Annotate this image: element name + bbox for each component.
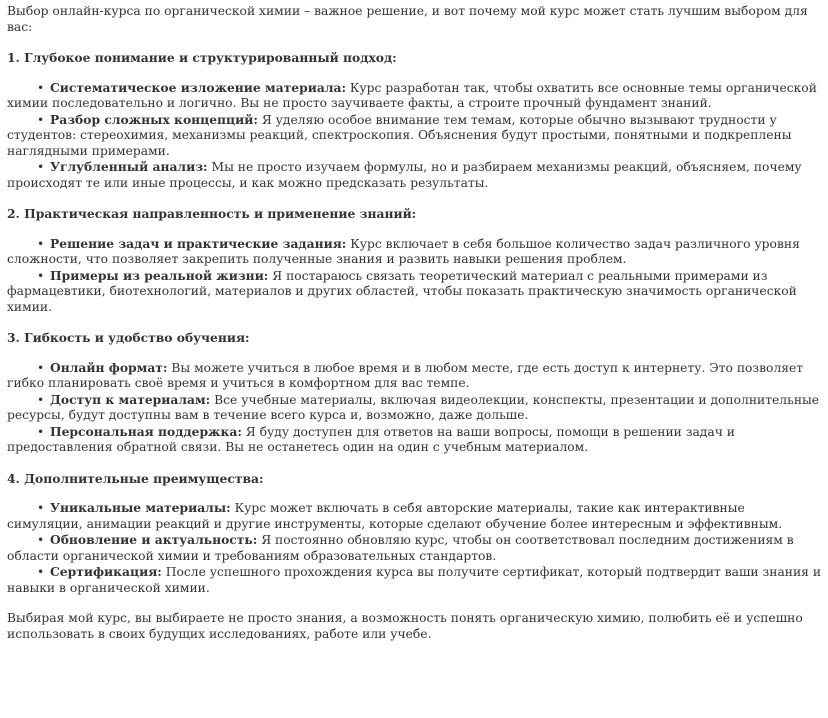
list-item — [7, 564, 822, 596]
bullet-icon: • — [37, 360, 45, 375]
item-text: После успешного прохождения курса вы получите сертификат, который подтвердит ваши знания и навыки в органической химии. — [7, 565, 822, 595]
item-title: Персональная поддержка: — [50, 423, 242, 439]
list-item — [7, 236, 822, 268]
item-text: Курс включает в себя большое количество задач различного уровня сложности, что позволяет закрепить полученные знания и развить навыки решения проблем. — [7, 236, 800, 266]
item-title: Разбор сложных концепций: — [50, 111, 258, 127]
bullet-icon: • — [37, 160, 45, 174]
list-item — [7, 532, 822, 564]
bullet-list — [7, 360, 822, 456]
bullet-icon: • — [37, 565, 45, 579]
item-title: Уникальные материалы: — [50, 500, 231, 515]
item-text: Вы можете учиться в любое время и в любом месте, где есть доступ к интернету. Это позволяет гибко планировать своё время и учиться в комфортном для вас темпе. — [7, 360, 804, 390]
bullet-list — [7, 80, 822, 192]
item-text: Курс может включать в себя авторские материалы, такие как интерактивные симуляции, анимации реакций и другие инструменты, которые сделают обучение более интересным и эффективным. — [7, 501, 783, 531]
bullet-list — [7, 236, 822, 316]
list-item — [7, 424, 822, 456]
list-item — [7, 159, 822, 191]
section-heading: 2. Практическая направленность и применение знаний: — [7, 206, 417, 221]
item-title: Примеры из реальной жизни: — [50, 267, 269, 283]
list-item — [7, 500, 822, 532]
bullet-icon: • — [37, 424, 45, 439]
item-text: Я буду доступен для ответов на ваши вопросы, помощи в решении задач и предоставления обратной связи. Вы не останетесь один на один с учебным материалом. — [7, 424, 735, 454]
bullet-icon: • — [37, 501, 45, 515]
list-item — [7, 80, 822, 112]
item-text: Я уделяю особое внимание тем темам, которые обычно вызывают трудности у студентов: стереохимия, механизмы реакций, спектроскопия. Объяснения будут простыми, понятными и подкреплены наглядными примерами. — [7, 112, 792, 158]
item-title: Решение задач и практические задания: — [50, 235, 347, 251]
section-heading: 1. Глубокое понимание и структурированный подход: — [7, 50, 397, 65]
bullet-icon: • — [37, 236, 45, 251]
item-title: Сертификация: — [50, 564, 162, 579]
item-text: Мы не просто изучаем формулы, но и разбираем механизмы реакций, объясняем, почему происходят те или иные процессы, и как можно предсказать результаты. — [7, 160, 802, 190]
bullet-list — [7, 500, 822, 596]
bullet-icon: • — [37, 112, 45, 127]
item-title: Доступ к материалам: — [50, 391, 211, 407]
bullet-icon: • — [37, 268, 45, 283]
intro-paragraph: Выбор онлайн-курса по органической химии – важное решение, и вот почему мой курс может стать лучшим выбором для вас: — [7, 4, 808, 34]
item-text: Я постоянно обновляю курс, чтобы он соответствовал последним достижениям в области органической химии и требованиям образовательных стандартов. — [7, 533, 794, 563]
list-item — [7, 268, 822, 316]
bullet-icon: • — [37, 392, 45, 407]
item-text: Я постараюсь связать теоретический материал с реальными примерами из фармацевтики, биотехнологий, материалов и других областей, чтобы показать практическую значимость органической химии. — [7, 268, 797, 314]
section-heading: 4. Дополнительные преимущества: — [7, 470, 264, 486]
outro-paragraph: Выбирая мой курс, вы выбираете не просто знания, а возможность понять органическую химию, полюбить её и успешно использовать в своих будущих исследованиях, работе или учебе. — [7, 611, 803, 641]
bullet-icon: • — [37, 80, 45, 95]
item-title: Систематическое изложение материала: — [50, 79, 346, 95]
list-item — [7, 112, 822, 160]
item-text: Курс разработан так, чтобы охватить все основные темы органической химии последовательно и логично. Вы не просто заучиваете факты, а строите прочный фундамент знаний. — [7, 80, 817, 110]
bullet-icon: • — [37, 533, 45, 547]
list-item — [7, 392, 822, 424]
item-title: Онлайн формат: — [50, 359, 168, 375]
item-title: Углубленный анализ: — [50, 159, 208, 174]
item-text: Все учебные материалы, включая видеолекции, конспекты, презентации и дополнительные ресурсы, будут доступны вам в течение всего курса и, возможно, даже дольше. — [7, 392, 820, 422]
section-heading: 3. Гибкость и удобство обучения: — [7, 330, 250, 345]
item-title: Обновление и актуальность: — [50, 532, 258, 547]
list-item — [7, 360, 822, 392]
